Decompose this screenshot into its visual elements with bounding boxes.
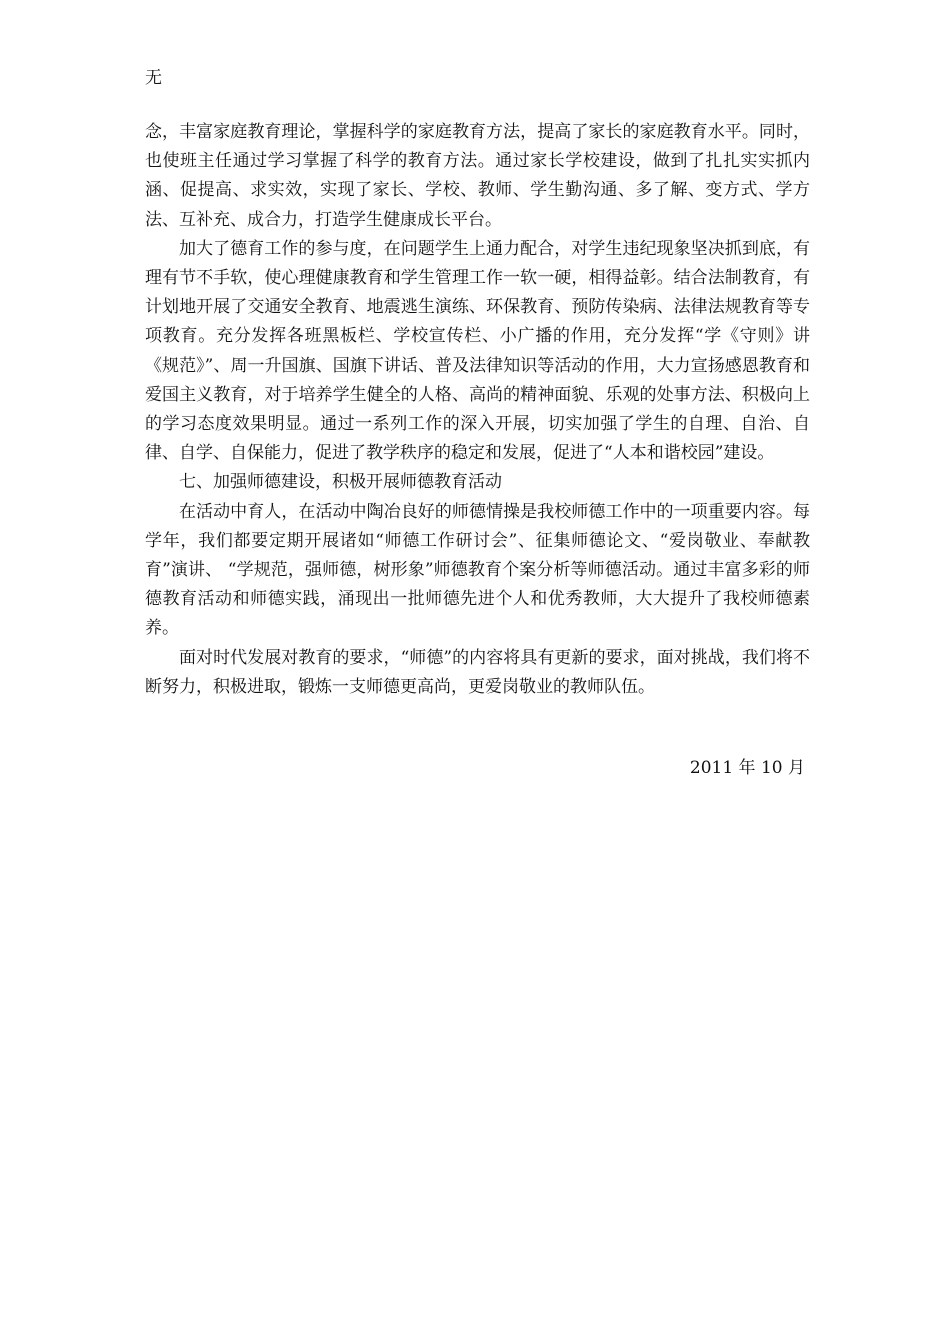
body-text [145,118,810,702]
paragraph-family-education: 念，丰富家庭教育理论，掌握科学的家庭教育方法，提高了家长的家庭教育水平。同时，也使班主任通过学习掌握了科学的教育方法。通过家长学校建设，做到了扎扎实实抓内涵、促提高、求实效，实现了家长、学校、教师、学生勤沟通、多了解、变方式、学方法、互补充、成合力，打造学生健康成长平台。 [145,122,810,230]
paragraph-moral-education: 加大了德育工作的参与度，在问题学生上通力配合，对学生违纪现象坚决抓到底，有理有节不手软，使心理健康教育和学生管理工作一软一硬，相得益彰。结合法制教育，有计划地开展了交通安全教育、地震逃生演练、环保教育、预防传染病、法律法规教育等专项教育。充分发挥各班黑板栏、学校宣传栏、小广播的作用，充分发挥“学《守则》讲《规范》”、周一升国旗、国旗下讲话、普及法律知识等活动的作用，大力宣扬感恩教育和爱国主义教育，对于培养学生健全的人格、高尚的精神面貌、乐观的处事方法、积极向上的学习态度效果明显。通过一系列工作的深入开展，切实加强了学生的自理、自治、自律、自学、自保能力，促进了教学秩序的稳定和发展，促进了“人本和谐校园”建设。 [145,238,810,464]
header-mark: 无 [145,68,162,88]
paragraph-teacher-activities: 在活动中育人，在活动中陶冶良好的师德情操是我校师德工作中的一项重要内容。每学年，我们都要定期开展诸如“师德工作研讨会”、征集师德论文、“爱岗敬业、奉献教育”演讲、 “学规范，强师德，树形象”师德教育个案分析等师德活动。通过丰富多彩的师德教育活动和师德实践，涌现出一批师德先进个人和优秀教师，大大提升了我校师德素养。 [145,501,810,639]
paragraph-conclusion: 面对时代发展对教育的要求，“师德”的内容将具有更新的要求，面对挑战，我们将不断努力，积极进取，锻炼一支师德更高尚，更爱岗敬业的教师队伍。 [145,647,810,697]
section-heading-teacher-ethics: 七、加强师德建设，积极开展师德教育活动 [179,472,502,493]
document-date: 2011 年 10 月 [689,758,805,778]
